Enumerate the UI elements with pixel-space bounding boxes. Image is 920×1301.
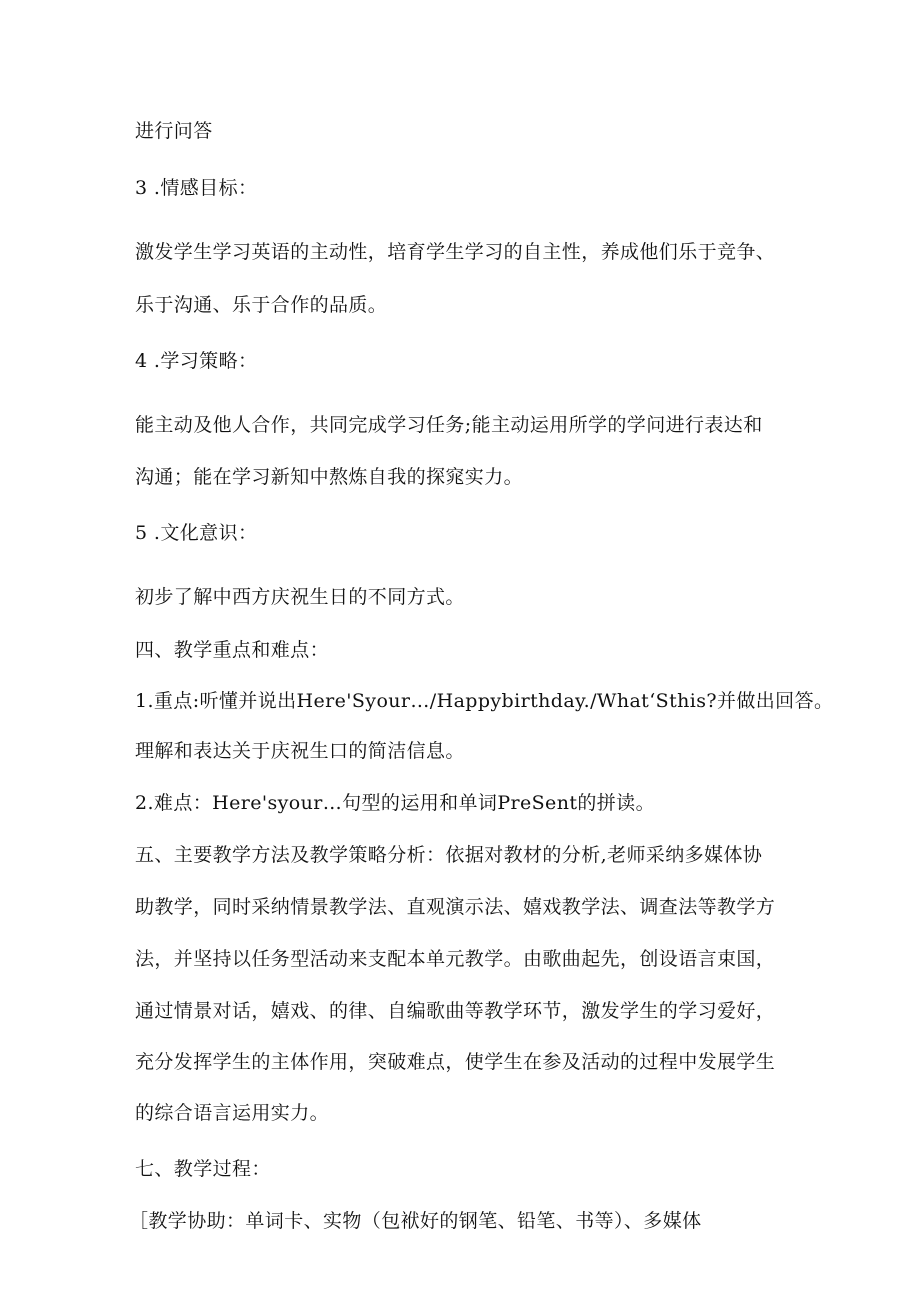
text-line: 理解和表达关于庆祝生口的简洁信息。 — [135, 740, 465, 762]
section-heading-learning-strategies: 4 .学习策略： — [135, 350, 258, 372]
text-line: 2.难点：Here'syour…句型的运用和单词PreSent的拼读。 — [135, 792, 655, 814]
text-line: 初步了解中西方庆祝生日的不同方式。 — [135, 586, 465, 608]
text-line: 能主动及他人合作，共同完成学习任务;能主动运用所学的学问进行表达和 — [135, 414, 763, 436]
text-line: 进行问答 — [135, 120, 213, 142]
section-heading-cultural-awareness: 5 .文化意识： — [135, 522, 258, 544]
text-line: 沟通；能在学习新知中熬炼自我的探窕实力。 — [135, 466, 524, 488]
text-line: 助教学，同时采纳情景教学法、直观演示法、嬉戏教学法、调查法等教学方 — [135, 896, 776, 918]
text-line: 的综合语言运用实力。 — [135, 1102, 330, 1124]
section-heading-affective-goals: 3 .情感目标： — [135, 177, 258, 199]
text-line: 法，并坚持以任务型活动来支配本单元教学。由歌曲起先，创设语言束国， — [135, 948, 776, 970]
text-line: 通过情景对话，嬉戏、的律、自编歌曲等教学环节，激发学生的学习爱好， — [135, 1000, 776, 1022]
text-line: 充分发挥学生的主体作用，突破难点，使学生在参及活动的过程中发展学生 — [135, 1051, 776, 1073]
text-line: 乐于沟通、乐于合作的品质。 — [135, 294, 388, 316]
text-line: 激发学生学习英语的主动性，培育学生学习的自主性，养成他们乐于竞争、 — [135, 241, 776, 263]
section-heading-methods: 五、主要教学方法及教学策略分析：依据对教材的分析,老师采纳多媒体协 — [135, 844, 763, 866]
section-heading-key-points: 四、教学重点和难点： — [135, 639, 330, 661]
section-heading-teaching-process: 七、教学过程： — [135, 1158, 271, 1180]
text-line: 1.重点:听懂并说出Here'Syour…/Happybirthday./What‘Sthis?并做出回答。 — [135, 690, 834, 712]
text-line: ［教学协助：单词卡、实物（包袱好的钢笔、铅笔、书等）、多媒体 — [129, 1210, 702, 1232]
